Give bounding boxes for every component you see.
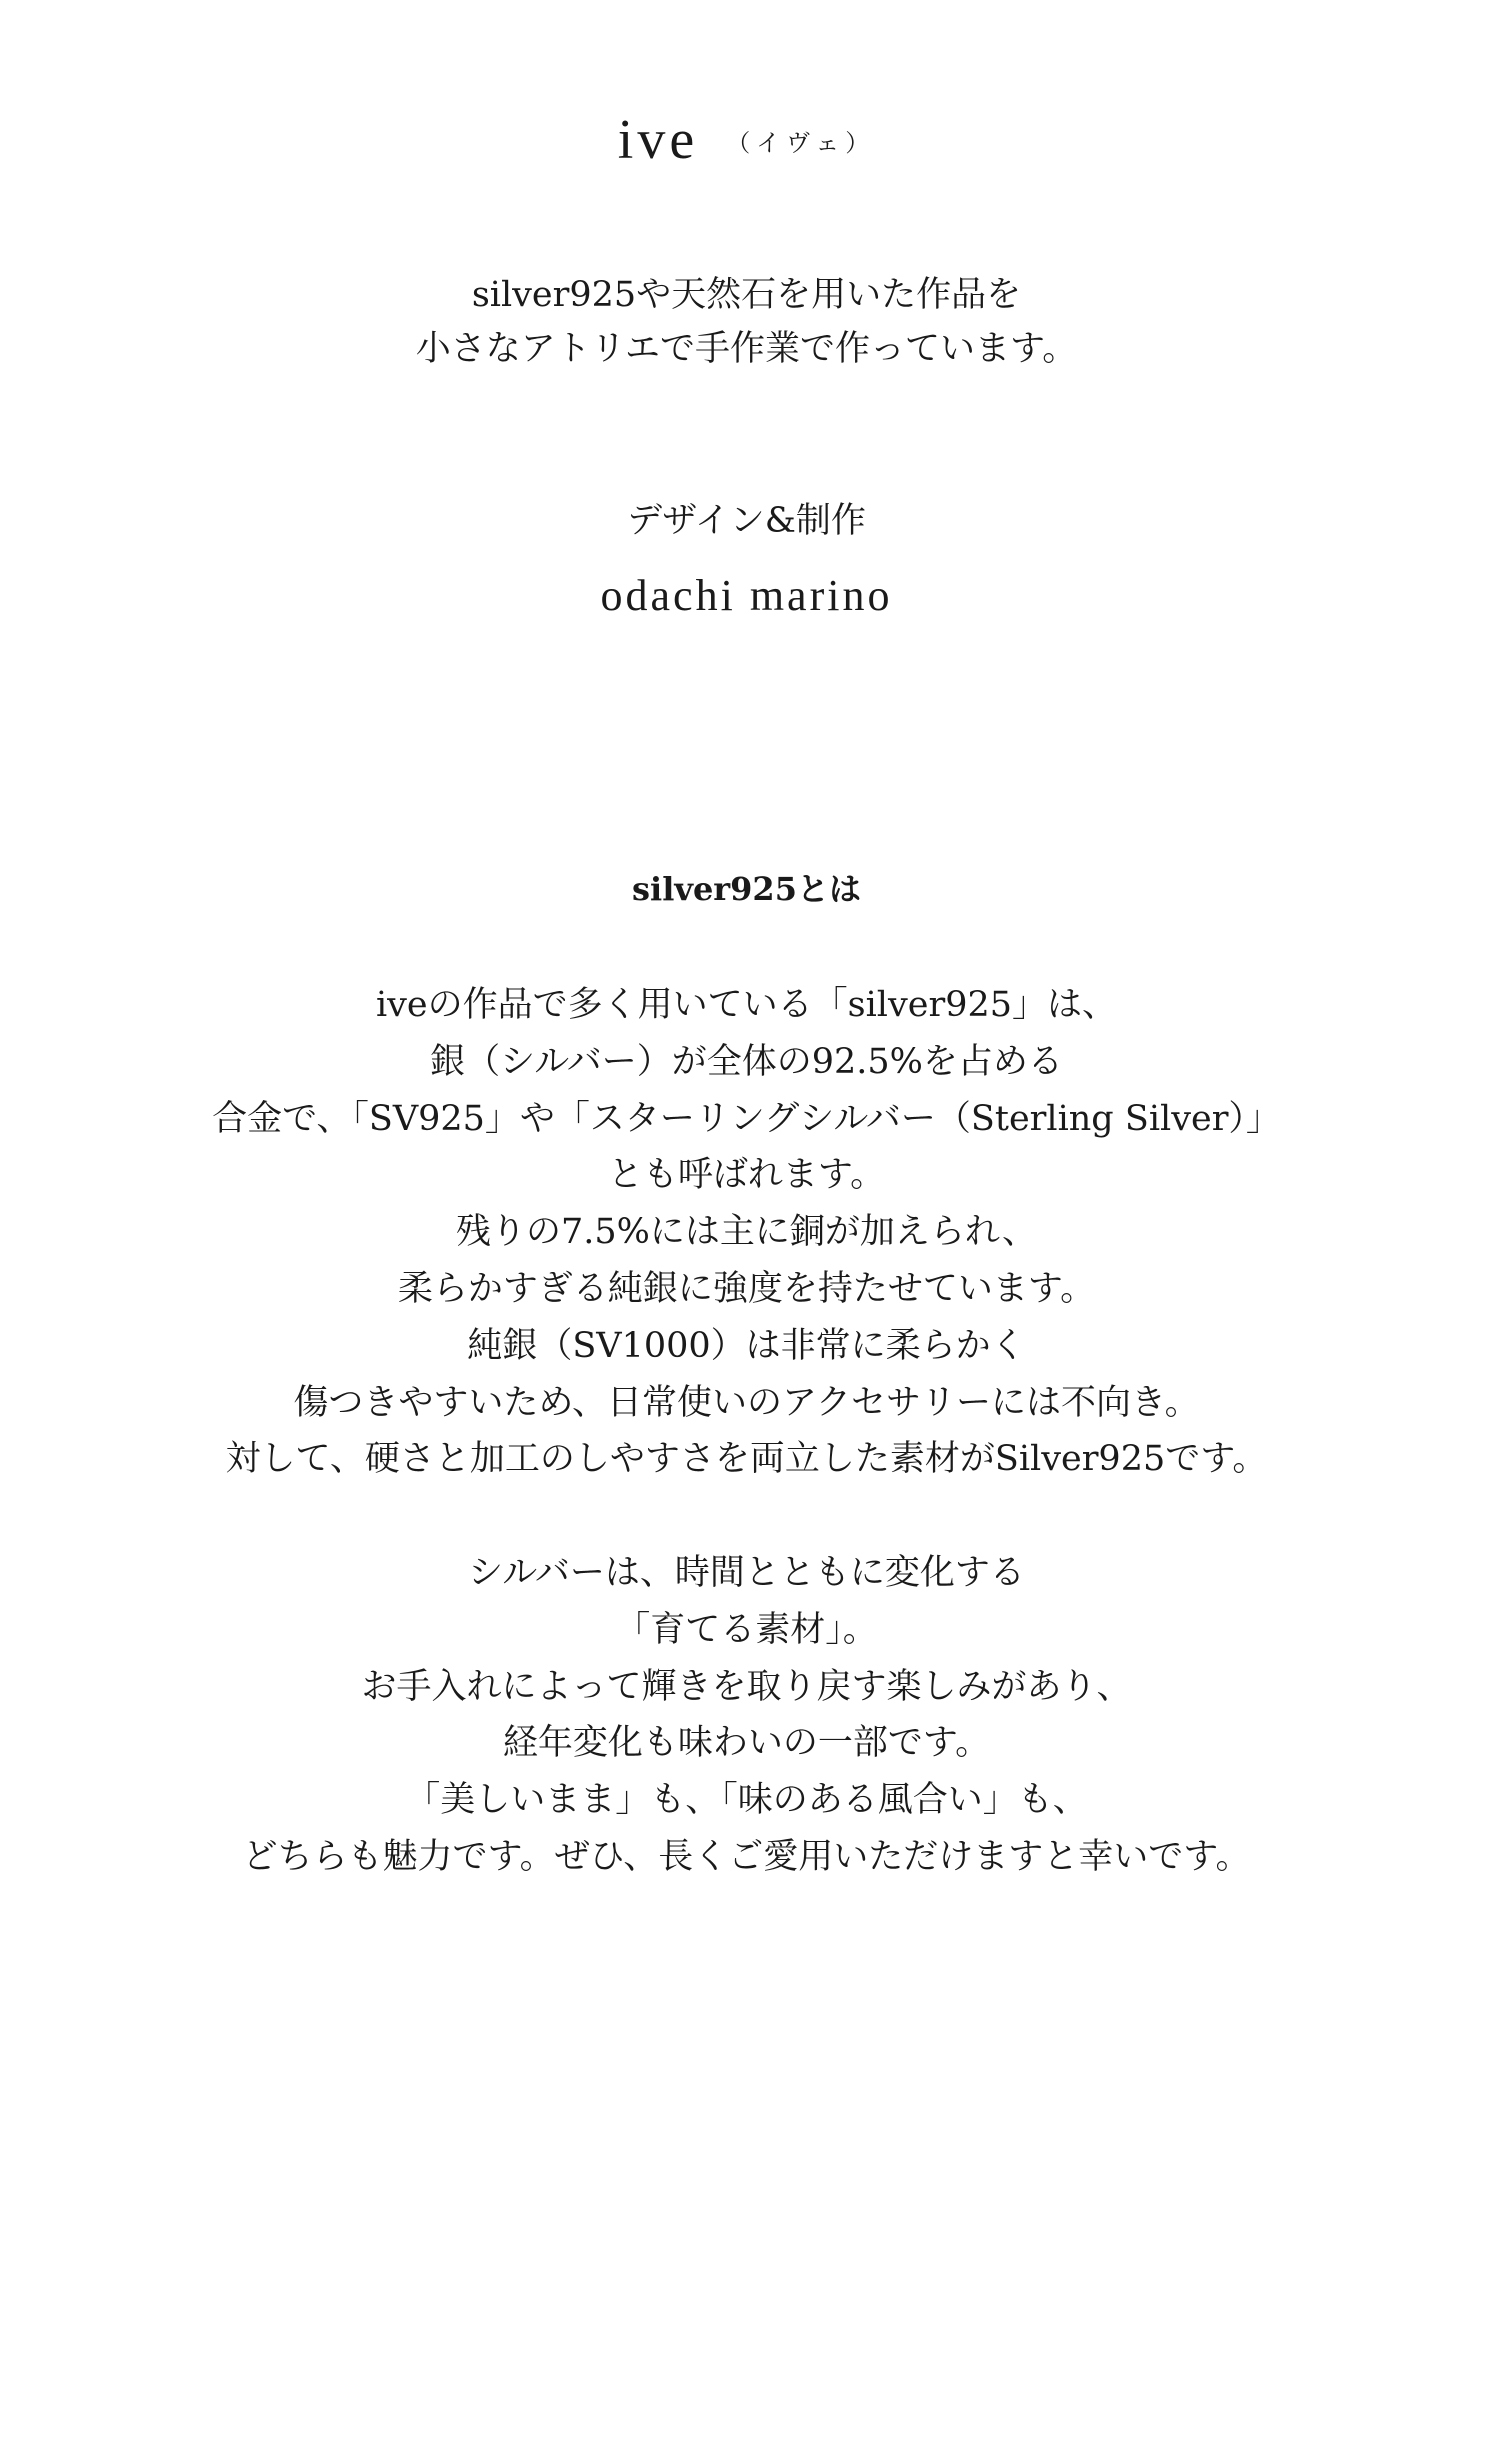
about-body bbox=[0, 977, 1493, 1886]
about-line: 経年変化も味わいの一部です。 bbox=[502, 1723, 991, 1764]
brand-reading: （イヴェ） bbox=[726, 128, 876, 157]
credit-name: odachi marino bbox=[600, 571, 893, 620]
about-line: 傷つきやすいため、日常使いのアクセサリーには不向き。 bbox=[293, 1382, 1200, 1423]
intro-line: silver925や天然石を用いた作品を bbox=[471, 275, 1022, 315]
paragraph-gap bbox=[0, 1488, 1493, 1545]
about-line: 残りの7.5%には主に銅が加えられ、 bbox=[455, 1212, 1038, 1253]
about-line: 「美しいまま」も、「味のある風合い」も、 bbox=[405, 1780, 1088, 1821]
about-line: とも呼ばれます。 bbox=[607, 1155, 886, 1196]
about-line: 柔らかすぎる純銀に強度を持たせています。 bbox=[397, 1268, 1096, 1309]
about-line: 対して、硬さと加工のしやすさを両立した素材がSilver925です。 bbox=[225, 1439, 1268, 1480]
about-line: どちらも魅力です。ぜひ、長くご愛用いただけますと幸いです。 bbox=[242, 1836, 1251, 1877]
about-line: お手入れによって輝きを取り戻す楽しみがあり、 bbox=[361, 1666, 1132, 1707]
intro-text bbox=[0, 268, 1493, 376]
about-line: 純銀（SV1000）は非常に柔らかく bbox=[467, 1325, 1026, 1366]
about-line: シルバーは、時間とともに変化する bbox=[468, 1552, 1025, 1593]
credit-role: デザイン&制作 bbox=[627, 501, 866, 541]
brand-header bbox=[0, 108, 1493, 172]
brand-name: ive bbox=[617, 109, 699, 171]
about-line: 銀（シルバー）が全体の92.5%を占める bbox=[430, 1041, 1063, 1082]
about-line: 「育てる素材」。 bbox=[615, 1609, 878, 1650]
about-heading: silver925とは bbox=[632, 870, 861, 908]
about-line: iveの作品で多く用いている「silver925」は、 bbox=[375, 985, 1118, 1025]
about-line: 合金で、「SV925」や「スターリングシルバー（Sterling Silver）」 bbox=[212, 1098, 1281, 1139]
intro-line: 小さなアトリエで手作業で作っています。 bbox=[415, 329, 1078, 369]
